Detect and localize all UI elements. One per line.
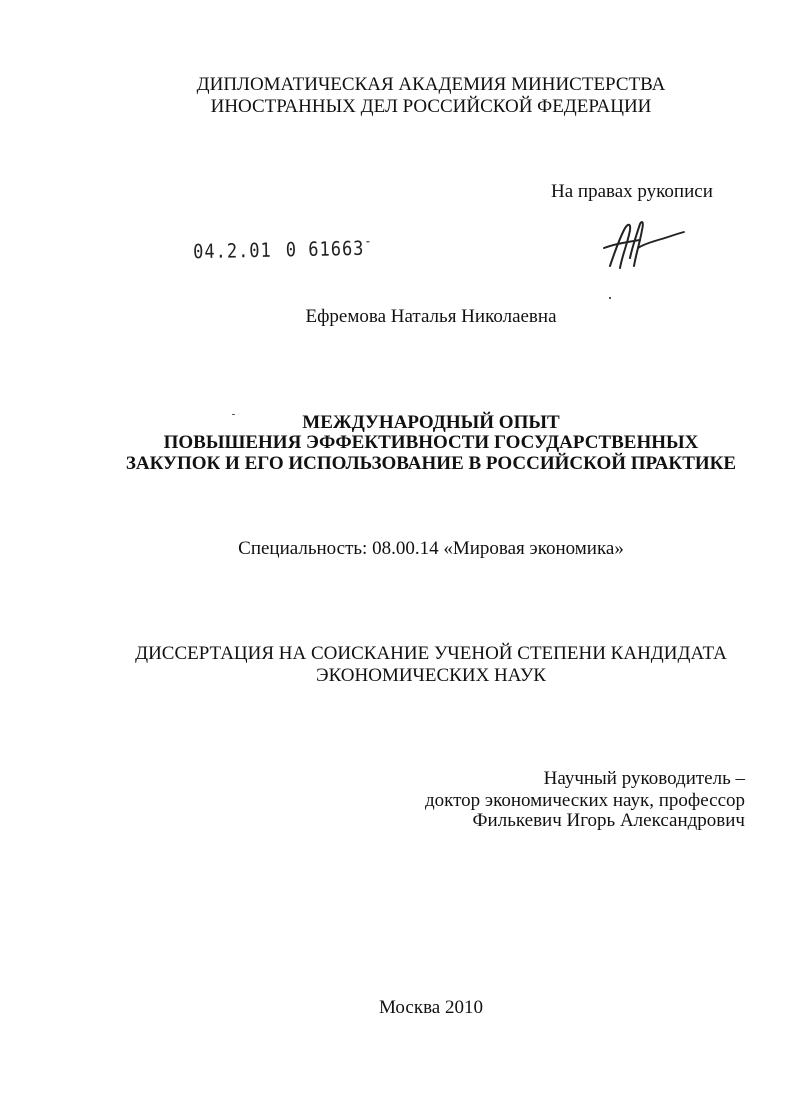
scan-speck — [609, 297, 611, 299]
supervisor-role: Научный руководитель – — [543, 768, 745, 789]
place-year: Москва 2010 — [379, 997, 483, 1018]
dissertation-line-1: ДИССЕРТАЦИЯ НА СОИСКАНИЕ УЧЕНОЙ СТЕПЕНИ КАНДИДАТА — [135, 643, 727, 664]
organization-line-2: ИНОСТРАННЫХ ДЕЛ РОССИЙСКОЙ ФЕДЕРАЦИИ — [210, 96, 652, 117]
registration-stamp — [193, 232, 373, 264]
registration-number-part1: 04.2.01 — [193, 239, 272, 264]
registration-number-part2: 0 61663 — [285, 237, 365, 263]
specialty-line: Специальность: 08.00.14 «Мировая экономика» — [238, 538, 624, 559]
rights-note: На правах рукописи — [551, 181, 713, 202]
signature-mark — [600, 214, 690, 274]
title-line-2: ПОВЫШЕНИЯ ЭФФЕКТИВНОСТИ ГОСУДАРСТВЕННЫХ — [163, 432, 699, 453]
title-line-1: МЕЖДУНАРОДНЫЙ ОПЫТ — [302, 412, 560, 433]
author-name: Ефремова Наталья Николаевна — [305, 306, 557, 327]
registration-suffix: - — [364, 232, 373, 250]
title-line-3: ЗАКУПОК И ЕГО ИСПОЛЬЗОВАНИЕ В РОССИЙСКОЙ ПРАКТИКЕ — [125, 453, 737, 474]
organization-line-1: ДИПЛОМАТИЧЕСКАЯ АКАДЕМИЯ МИНИСТЕРСТВА — [196, 74, 666, 95]
supervisor-name: Филькевич Игорь Александрович — [472, 810, 745, 831]
supervisor-degree: доктор экономических наук, профессор — [424, 790, 745, 811]
dissertation-line-2: ЭКОНОМИЧЕСКИХ НАУК — [316, 665, 546, 686]
